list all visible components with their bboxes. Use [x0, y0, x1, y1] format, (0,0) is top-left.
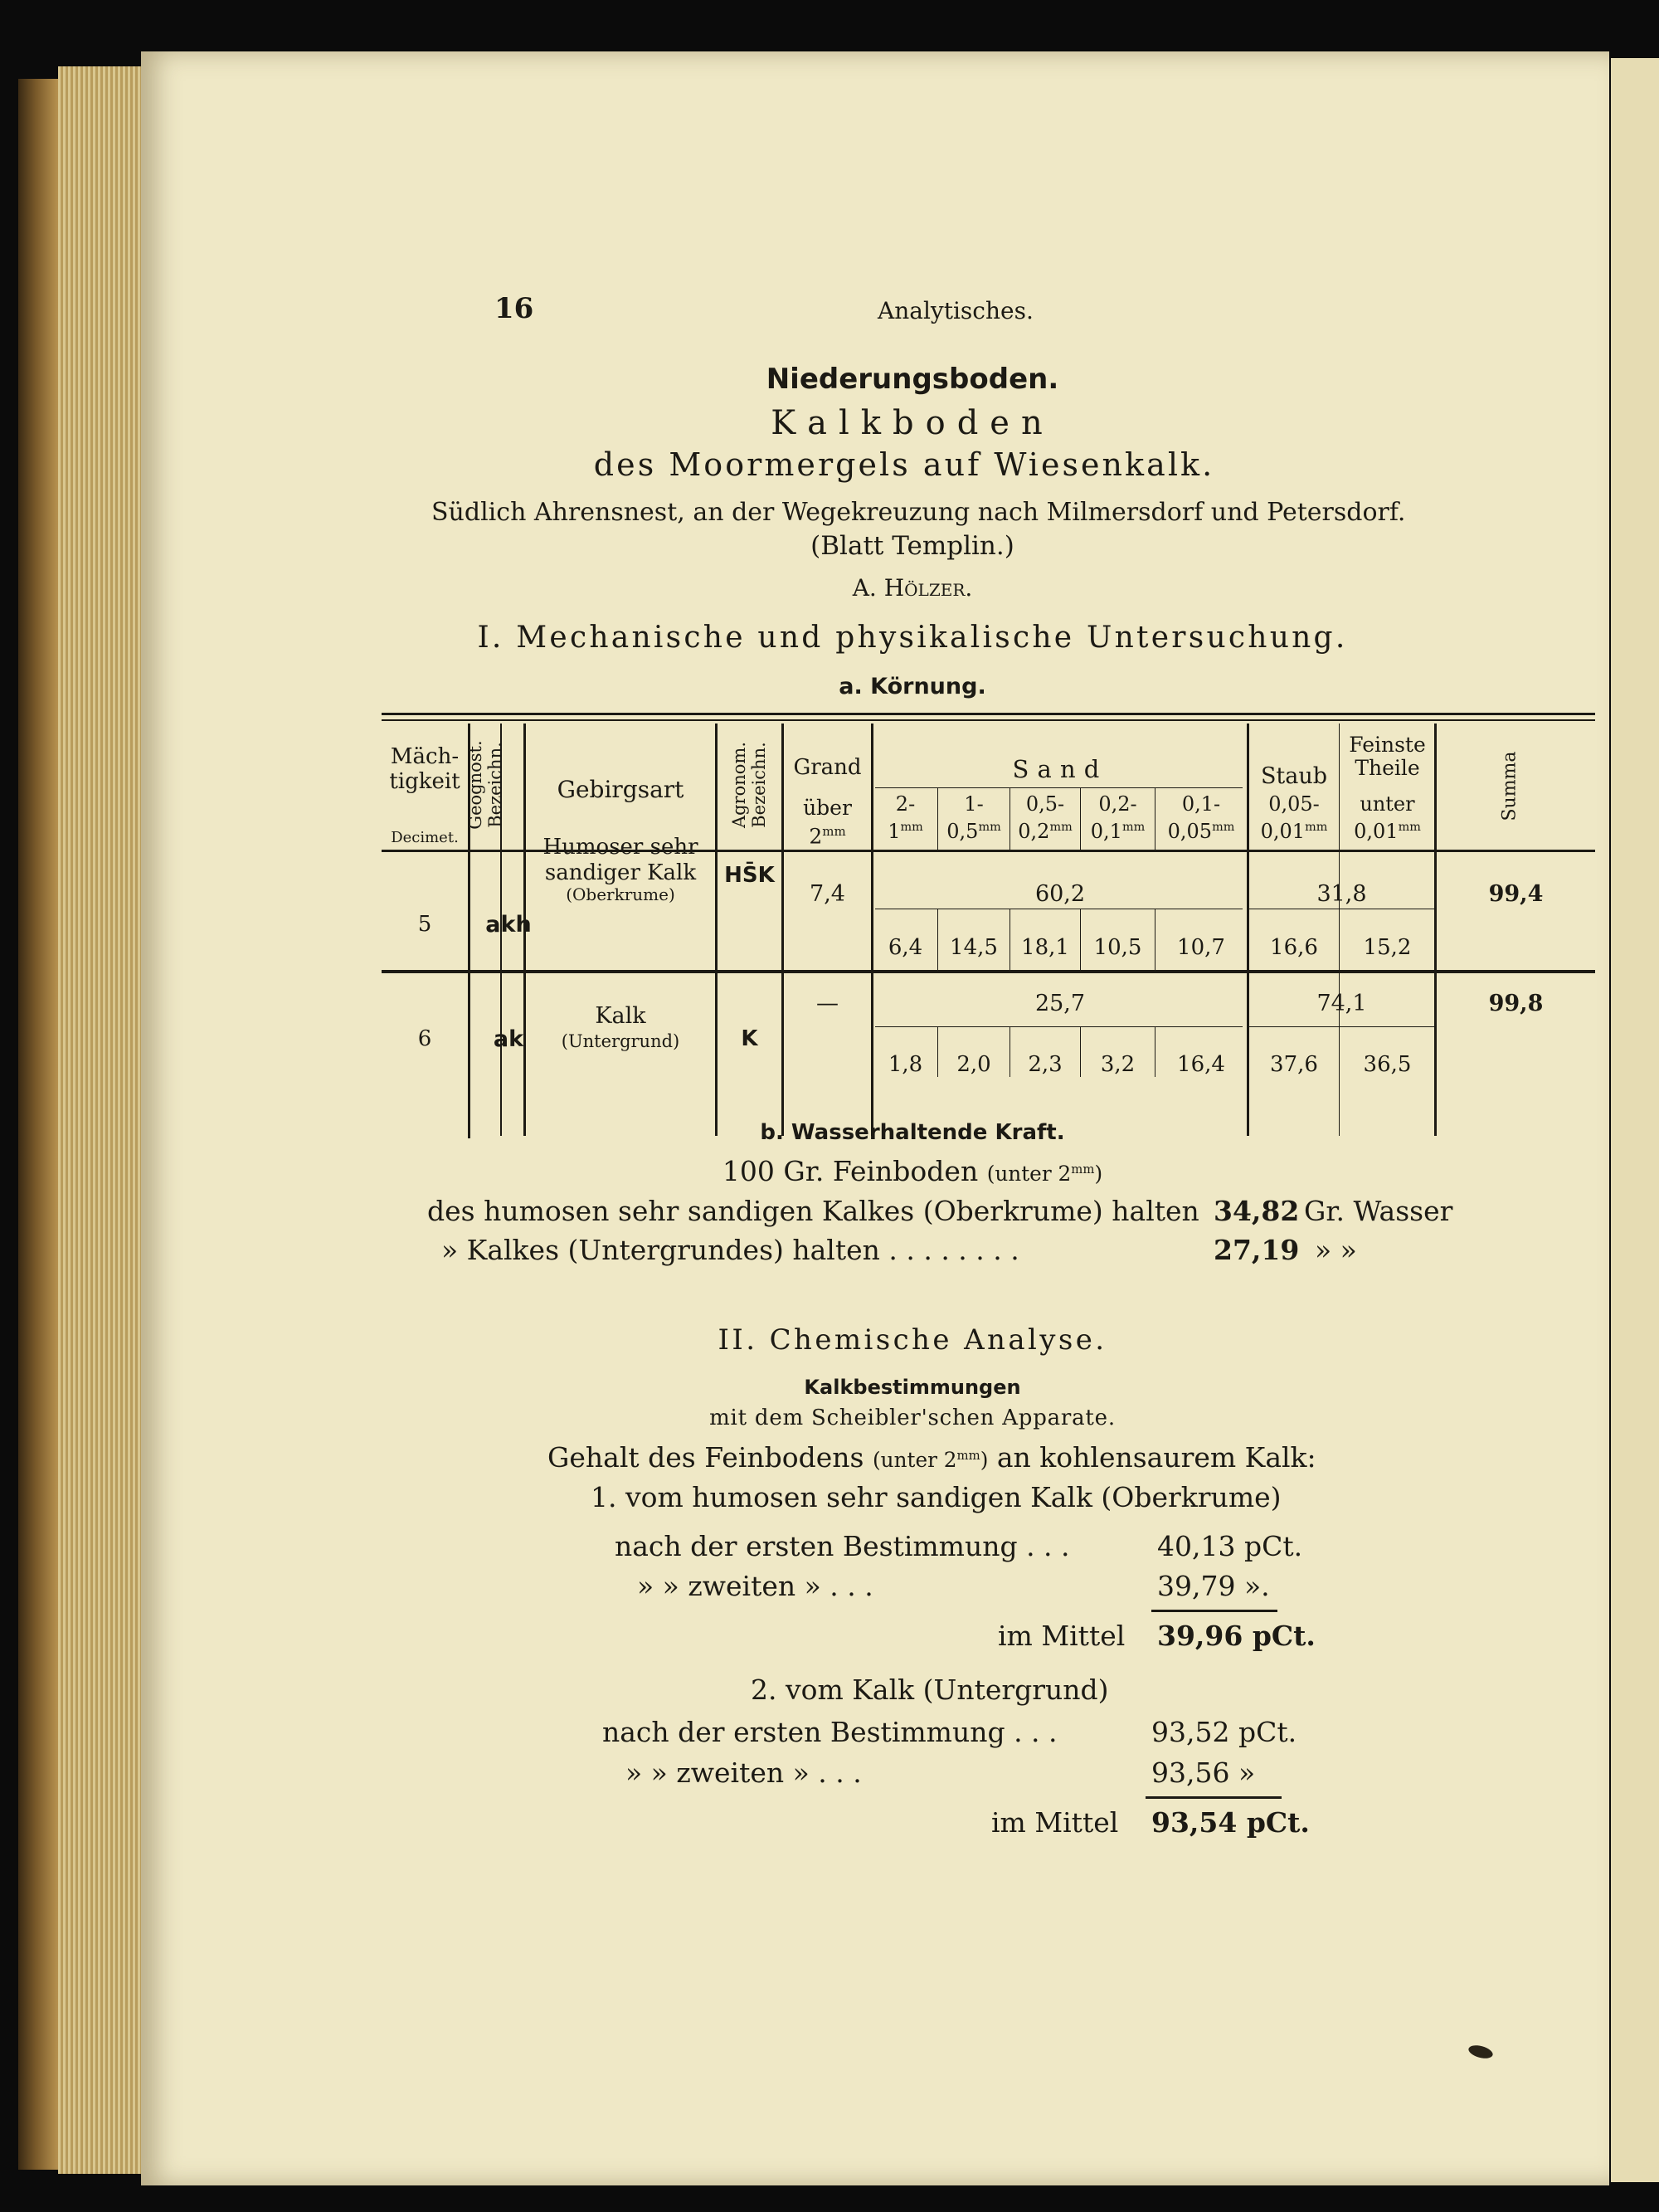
page-edges: [58, 66, 149, 2174]
row1-sand-total: 60,2: [1034, 881, 1086, 907]
header-sand-sub-2: 1- $0,5^{mm}$: [946, 792, 1001, 843]
row2-sand-3: 2,3: [1028, 1052, 1063, 1077]
main-title: Niederungsboden.: [766, 363, 1059, 396]
header-sand-sub-4: 0,2- $0,1^{mm}$: [1090, 792, 1146, 843]
header-thickness: Mäch-tigkeit: [389, 744, 460, 794]
row2-fine-total: 74,1: [1316, 991, 1367, 1016]
row1-rock-line3: (Oberkrume): [566, 884, 675, 904]
sample1-sum-rule: [1151, 1610, 1277, 1612]
sample1-heading: 1. vom humosen sehr sandigen Kalk (Oberkrume): [591, 1481, 1282, 1513]
header-sand: Sand: [1012, 755, 1108, 783]
sample1-second-value: 39,79 ».: [1157, 1570, 1270, 1602]
sample2-second-label: » » zweiten » . . .: [625, 1756, 862, 1789]
sample2-first-label: nach der ersten Bestimmung . . .: [602, 1716, 1058, 1748]
sample2-heading: 2. vom Kalk (Untergrund): [751, 1674, 1109, 1706]
row2-staub: 37,6: [1270, 1052, 1318, 1077]
section1-title: I. Mechanische und physikalische Untersuchung.: [477, 621, 1348, 655]
sample1-second-label: » » zweiten » . . .: [637, 1570, 873, 1602]
header-rock-type: Gebirgsart: [557, 776, 684, 803]
header-staub-sub: 0,05- $0,01^{mm}$: [1260, 792, 1328, 843]
row2-sand-total: 25,7: [1034, 991, 1086, 1016]
row2-feinste: 36,5: [1363, 1052, 1412, 1077]
header-geognost: Geognost. Bezeichn.: [465, 740, 505, 830]
facing-page-edge: [1611, 58, 1659, 2182]
running-title: Analytisches.: [878, 297, 1034, 324]
water-row-2-unit: » »: [1315, 1234, 1357, 1266]
section2-title: II. Chemische Analyse.: [718, 1323, 1107, 1357]
row2-rock-line1: Kalk: [595, 1003, 646, 1029]
row2-grand: —: [816, 991, 839, 1016]
section1-sub-b: b. Wasserhaltende Kraft.: [760, 1120, 1065, 1145]
header-sand-sub-5: 0,1- $0,05^{mm}$: [1167, 792, 1235, 843]
sample1-first-label: nach der ersten Bestimmung . . .: [615, 1530, 1070, 1562]
row1-rock-line2: sandiger Kalk: [544, 860, 697, 885]
row2-sand-1: 1,8: [888, 1052, 923, 1077]
row2-geognost: ak: [493, 1026, 524, 1052]
header-grand: Grand: [793, 755, 862, 780]
water-row-1-value: 34,82: [1214, 1195, 1300, 1227]
water-row-1-unit: Gr. Wasser: [1304, 1195, 1453, 1227]
header-thickness-unit: Decimet.: [391, 829, 459, 846]
header-staub: Staub: [1260, 763, 1328, 789]
row1-feinste: 15,2: [1363, 935, 1412, 960]
sample2-mean-value: 93,54 pCt.: [1151, 1806, 1310, 1839]
header-summa: Summa: [1499, 751, 1520, 821]
water-row-2-value: 27,19: [1214, 1234, 1300, 1266]
sheet-line: (Blatt Templin.): [810, 531, 1014, 561]
row1-geognost: akh: [485, 912, 532, 938]
section2-subtitle: Kalkbestimmungen: [804, 1376, 1021, 1399]
row2-summa: 99,8: [1488, 991, 1544, 1016]
header-sand-sub-1: 2- $1^{mm}$: [888, 792, 923, 843]
row2-sand-5: 16,4: [1177, 1052, 1225, 1077]
row1-sand-4: 10,5: [1093, 935, 1142, 960]
sample1-first-value: 40,13 pCt.: [1157, 1530, 1303, 1562]
section1-sub-a: a. Körnung.: [839, 674, 986, 699]
water-intro: 100 Gr. Feinboden (unter $2^{mm}$): [722, 1155, 1103, 1187]
row2-sand-4: 3,2: [1100, 1052, 1136, 1077]
header-agronom: Agronom. Bezeichn.: [729, 741, 769, 829]
row2-depth: 6: [417, 1026, 432, 1051]
header-sand-sub-3: 0,5- $0,2^{mm}$: [1018, 792, 1073, 843]
row1-grand: 7,4: [810, 881, 845, 907]
header-feinste-sub: unter $0,01^{mm}$: [1354, 792, 1421, 843]
row1-fine-total: 31,8: [1316, 881, 1367, 907]
header-grand-sub: über $2^{mm}$: [803, 796, 852, 849]
subtitle: des Moormergels auf Wiesenkalk.: [593, 446, 1215, 483]
sample2-first-value: 93,52 pCt.: [1151, 1716, 1297, 1748]
page-number: 16: [494, 292, 534, 325]
header-feinste: Feinste Theile: [1349, 733, 1426, 780]
row1-sand-1: 6,4: [888, 935, 923, 960]
sample2-second-value: 93,56 »: [1151, 1756, 1256, 1789]
water-row-1-text: des humosen sehr sandigen Kalkes (Oberkrume) halten: [427, 1195, 1199, 1227]
soil-type-title: Kalkboden: [771, 404, 1054, 442]
sample1-mean-value: 39,96 pCt.: [1157, 1620, 1316, 1652]
row1-agronom: HS̄K: [724, 863, 775, 888]
row2-agronom: K: [741, 1026, 758, 1051]
location-line: Südlich Ahrensnest, an der Wegekreuzung nach Milmersdorf und Petersdorf.: [431, 498, 1406, 527]
row1-staub: 16,6: [1270, 935, 1318, 960]
ink-blot: [1467, 2043, 1495, 2060]
section2-intro: Gehalt des Feinbodens (unter $2^{mm}$) an kohlensaurem Kalk:: [547, 1441, 1316, 1474]
row1-sand-3: 18,1: [1021, 935, 1069, 960]
row1-rock-line1: Humoser sehr: [542, 835, 698, 860]
row1-sand-5: 10,7: [1177, 935, 1225, 960]
row1-summa: 99,4: [1488, 881, 1544, 907]
book-page: [141, 51, 1609, 2185]
water-row-2-text: » Kalkes (Untergrundes) halten . . . . . . . .: [441, 1234, 1019, 1266]
row2-sand-2: 2,0: [956, 1052, 991, 1077]
section2-apparatus: mit dem Scheibler'schen Apparate.: [709, 1406, 1116, 1430]
sample1-mean-label: im Mittel: [998, 1620, 1126, 1652]
author-line: A. Hölzer.: [852, 574, 973, 602]
sample2-sum-rule: [1146, 1796, 1282, 1799]
row1-sand-2: 14,5: [950, 935, 998, 960]
row1-depth: 5: [417, 912, 432, 937]
row2-rock-line2: (Untergrund): [561, 1031, 680, 1051]
sample2-mean-label: im Mittel: [991, 1806, 1119, 1839]
